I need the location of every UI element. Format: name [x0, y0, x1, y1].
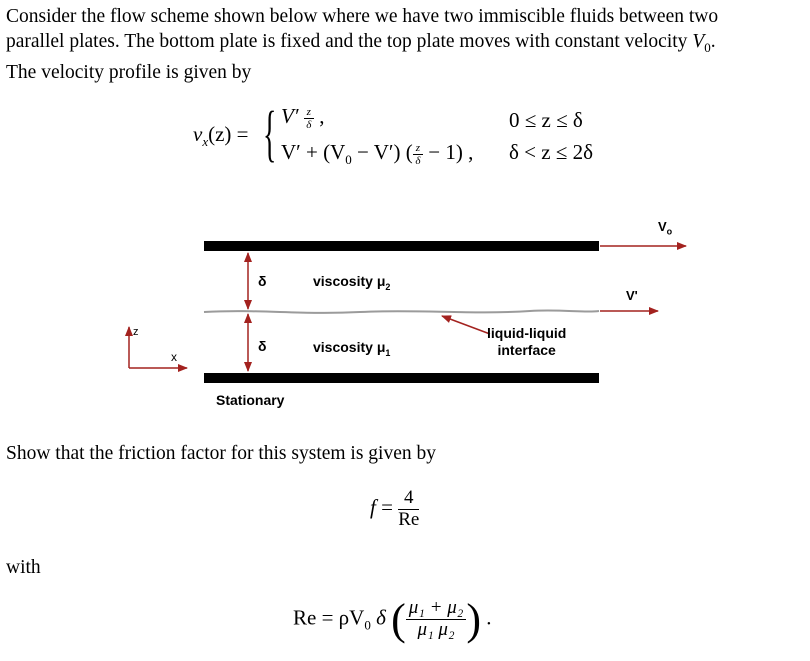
stationary-label: Stationary [216, 392, 285, 408]
case-1-den: δ [306, 118, 312, 131]
delta-bottom-label: δ [258, 338, 267, 354]
interface-label [487, 325, 566, 359]
velocity-lhs-arg: (z) = [208, 122, 249, 146]
viscosity-top-sub: 2 [385, 281, 391, 292]
velocity-lhs-v: v [193, 122, 203, 146]
viscosity-bottom-text: viscosity μ [313, 339, 386, 355]
v0-label-text: V [658, 219, 667, 234]
friction-frac [398, 488, 419, 531]
friction-equation [370, 488, 419, 531]
interface-label-line-2: interface [497, 342, 556, 358]
case-2-tail: − 1) , [428, 140, 474, 164]
intro-v0-sub: 0 [704, 39, 711, 55]
reynolds-lhs-sub: 0 [364, 617, 371, 633]
friction-lhs: f [370, 495, 376, 520]
case-1-comma: , [319, 104, 325, 128]
case-1-num: z [304, 106, 314, 119]
reynolds-frac [406, 598, 467, 641]
vprime-label: V' [626, 288, 638, 303]
intro-line-3: The velocity profile is given by [6, 61, 252, 83]
reynolds-lhs: Re = ρV [293, 605, 365, 630]
velocity-lhs-sub: x [202, 134, 209, 150]
case-2-expr-b: − V′) [351, 140, 401, 164]
top-plate [204, 241, 599, 251]
viscosity-bottom-label [313, 339, 390, 358]
reynolds-equation [293, 594, 492, 645]
reynolds-delta: δ [376, 605, 386, 630]
case-2-cond: δ < z ≤ 2δ [509, 140, 593, 164]
intro-line-2-text: parallel plates. The bottom plate is fixed and the top plate moves with constant velocity [6, 31, 693, 52]
reynolds-den: μ₁ μ₂ [417, 619, 455, 640]
reynolds-paren-open: ( [391, 595, 406, 644]
interface-line [204, 310, 599, 312]
friction-num: 4 [398, 488, 419, 510]
brace: { [263, 100, 277, 168]
case-1-v: V′ [281, 104, 299, 128]
case-2-den: δ [415, 154, 421, 167]
viscosity-top-text: viscosity μ [313, 273, 386, 289]
case-2-paren: ( [405, 140, 413, 164]
v0-label [658, 219, 672, 237]
friction-text: Show that the friction factor for this system is given by [6, 443, 437, 464]
reynolds-period: . [486, 605, 492, 630]
case-1-cond: 0 ≤ z ≤ δ [509, 108, 583, 132]
friction-den: Re [398, 508, 420, 530]
case-2-sub: 0 [345, 152, 352, 168]
delta-top-label: δ [258, 273, 267, 289]
v0-label-sub: o [666, 226, 673, 237]
reynolds-num: μ₁ + μ₂ [406, 598, 467, 620]
friction-eq: = [381, 495, 393, 520]
intro-v0: V [692, 31, 705, 52]
viscosity-bottom-sub: 1 [385, 347, 391, 358]
with-text: with [6, 557, 41, 578]
bottom-plate [204, 373, 599, 383]
x-axis-label: x [171, 350, 177, 364]
case-2-num: z [413, 142, 423, 155]
intro-line-1: Consider the flow scheme shown below where we have two immiscible fluids between two [6, 6, 719, 27]
z-axis-label: z [133, 326, 139, 338]
case-2-expr-a: V′ + (V [281, 140, 346, 164]
interface-label-line-1: liquid-liquid [487, 325, 567, 341]
viscosity-top-label [313, 273, 390, 292]
interface-pointer-arrow [442, 316, 490, 334]
intro-line-2-end: . [710, 31, 716, 52]
reynolds-paren-close: ) [466, 595, 482, 644]
